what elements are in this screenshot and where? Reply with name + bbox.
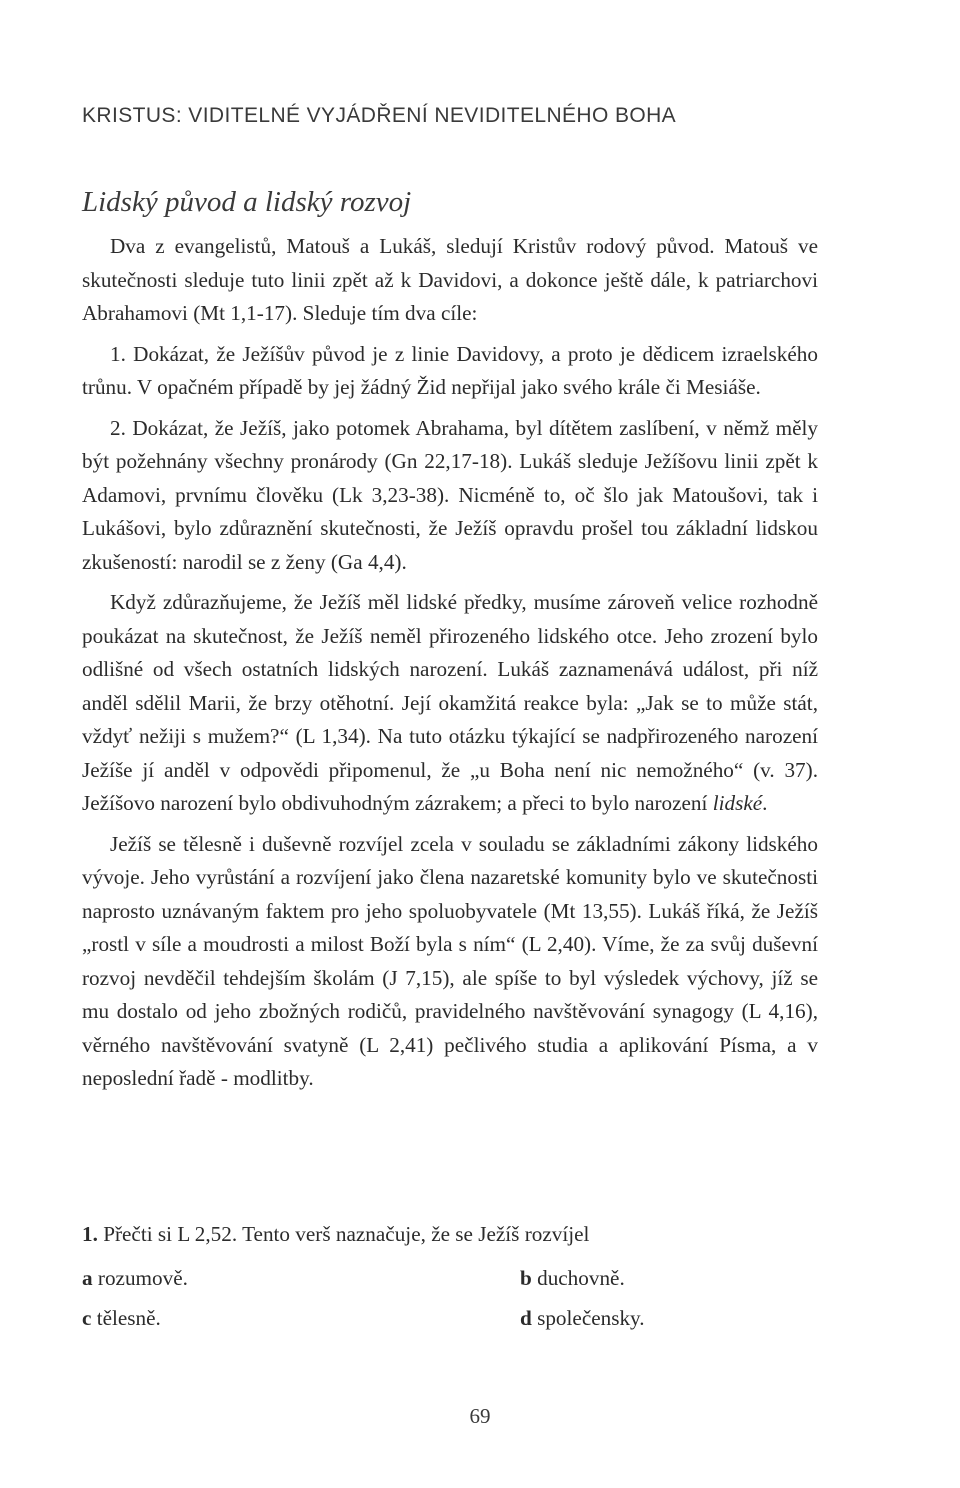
option-text: duchovně.: [537, 1266, 625, 1290]
option-text: tělesně.: [96, 1306, 161, 1330]
emphasis: lidské: [712, 791, 763, 815]
paragraph: Dva z evangelistů, Matouš a Lukáš, sledují Kristův rodový původ. Matouš ve skutečnosti sleduje tuto linii zpět až k Davidovi, a dokonce ještě dále, k patriarchovi Abrahamovi (Mt 1,1-17). Sleduje tím dva cíle:: [82, 234, 818, 325]
running-head: KRISTUS: VIDITELNÉ VYJÁDŘENÍ NEVIDITELNÉHO BOHA: [82, 104, 677, 127]
question: [82, 1222, 589, 1247]
option-text: společensky.: [537, 1306, 645, 1330]
option-a: [82, 1266, 188, 1291]
page-number: 69: [469, 1404, 491, 1428]
question-number: 1.: [82, 1222, 98, 1246]
paragraph: Ježíš se tělesně i duševně rozvíjel zcela v souladu se základními zákony lidského vývoje. Jeho vyrůstání a rozvíjení jako člena nazaretské komunity bylo ve skutečnosti naprosto uznávaným faktem pro jeho spoluobyvatele (Mt 13,55). Lukáš říká, že Ježíš „rostl v síle a moudrosti a milost Boží byla s ním“ (L 2,40). Víme, že za svůj duševní rozvoj nevděčil tehdejším školám (J 7,15), ale spíše to byl výsledek výchovy, jíž se mu dostalo od jeho zbožných rodičů, pravidelného navštěvování synagogy (L 4,16), věrného navštěvování svatyně (L 2,41) pečlivého studia a aplikování Písma, a v neposlední řadě - modlitby.: [82, 831, 818, 1090]
paragraph-text: Když zdůrazňujeme, že Ježíš měl lidské předky, musíme zároveň velice rozhodně poukázat na skutečnost, že Ježíš neměl přirozeného lidského otce. Jeho zrození bylo odlišné od všech ostatních lidských narození. Lukáš zaznamenává událost, při níž anděl sdělil Marii, že brzy otěhotní. Její okamžitá reakce byla: „Jak se to může stát, vždyť nežiji s mužem?“ (L 1,34). Na tuto otázku týkající se nadpřirozeného narození Ježíše jí anděl v odpovědi připomenul, že „u Boha není nic nemožného“ (v. 37). Ježíšovo narození bylo obdivuhodným zázrakem; a přeci to bylo narození: [82, 590, 818, 815]
option-letter: b: [520, 1266, 532, 1290]
paragraph: [82, 586, 818, 821]
question-text: Přečti si L 2,52. Tento verš naznačuje, že se Ježíš rozvíjel: [103, 1222, 590, 1246]
option-letter: d: [520, 1306, 532, 1330]
section-title: Lidský původ a lidský rozvoj: [82, 186, 412, 218]
paragraph: 2. Dokázat, že Ježíš, jako potomek Abrahama, byl dítětem zaslíbení, v němž měly být požehnány všechny pronárody (Gn 22,17-18). Lukáš sleduje Ježíšovu linii zpět k Adamovi, prvnímu člověku (Lk 3,23-38). Nicméně to, oč šlo jak Matoušovi, tak i Lukášovi, bylo zdůraznění skutečnosti, že Ježíš opravdu prošel tou základní lidskou zkušeností: narodil se z ženy (Ga 4,4).: [82, 415, 818, 574]
option-b: [520, 1266, 625, 1291]
body-text: [82, 230, 818, 1096]
option-text: rozumově.: [97, 1266, 188, 1290]
option-letter: c: [82, 1306, 92, 1330]
paragraph-end: .: [762, 791, 768, 815]
option-c: [82, 1306, 161, 1331]
paragraph: 1. Dokázat, že Ježíšův původ je z linie Davidovy, a proto je dědicem izraelského trůnu. V opačném případě by jej žádný Žid nepřijal jako svého krále či Mesiáše.: [82, 341, 818, 399]
option-d: [520, 1306, 645, 1331]
option-letter: a: [82, 1266, 93, 1290]
